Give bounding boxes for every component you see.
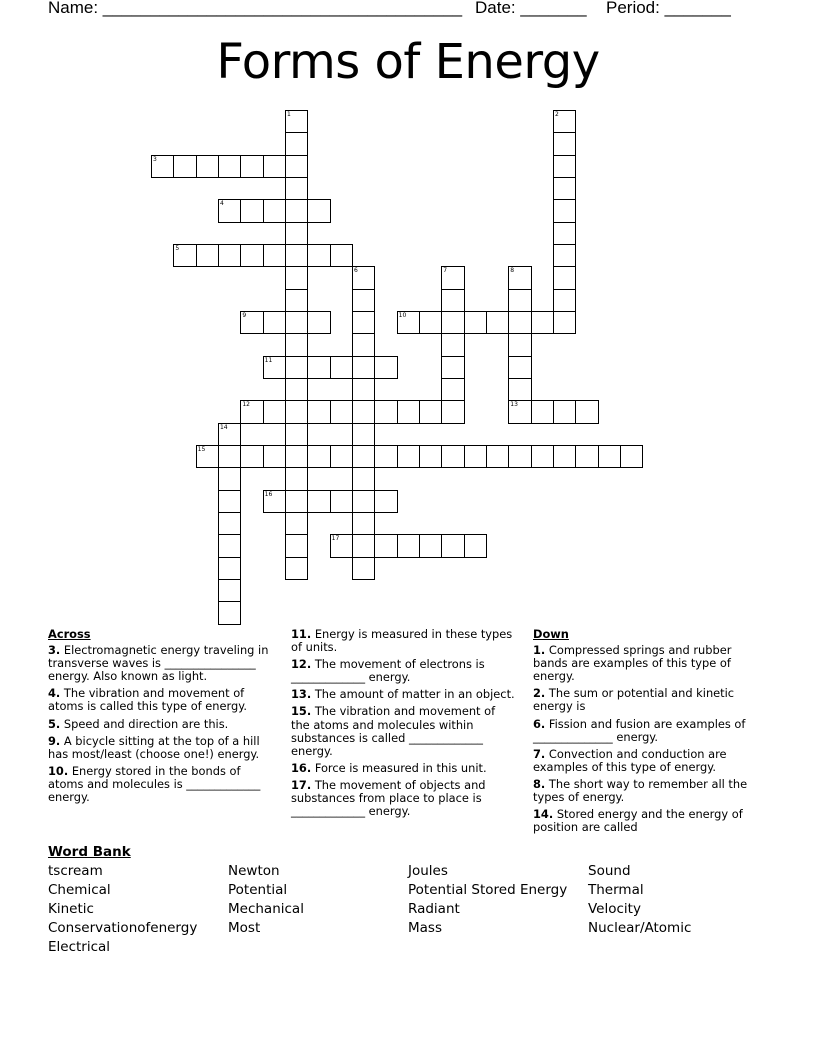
clue-down-1: 1. Compressed springs and rubber bands are examples of this type of energy. — [533, 643, 732, 684]
clue-across-12: 12. The movement of electrons is _____________ energy. — [291, 657, 485, 685]
crossword-cell[interactable] — [575, 445, 598, 468]
crossword-cell[interactable] — [285, 132, 308, 155]
crossword-cell[interactable] — [352, 512, 375, 535]
word-bank-item: Mechanical — [228, 901, 304, 917]
down-clues — [533, 628, 759, 838]
crossword-cell[interactable] — [553, 266, 576, 289]
crossword-cell[interactable] — [330, 244, 353, 267]
crossword-cell[interactable] — [352, 467, 375, 490]
crossword-cell[interactable] — [218, 155, 241, 178]
clue-number: 3 — [153, 155, 157, 163]
crossword-cell[interactable] — [553, 132, 576, 155]
clue-number: 7 — [443, 267, 448, 275]
crossword-cell[interactable] — [240, 155, 263, 178]
crossword-cell[interactable] — [285, 534, 308, 557]
word-bank-item: Nuclear/Atomic — [588, 920, 692, 936]
crossword-cell[interactable] — [441, 378, 464, 401]
crossword-cell[interactable] — [285, 423, 308, 446]
crossword-cell[interactable] — [240, 244, 263, 267]
crossword-cell[interactable] — [173, 244, 196, 267]
crossword-cell[interactable] — [330, 356, 353, 379]
crossword-cell[interactable] — [620, 445, 643, 468]
clue-number: 8 — [510, 267, 515, 275]
crossword-cell[interactable] — [352, 266, 375, 289]
clue-across-11: 11. Energy is measured in these types of units. — [291, 627, 513, 655]
crossword-cell[interactable] — [441, 534, 464, 557]
crossword-cell[interactable] — [464, 445, 487, 468]
clue-down-2: 2. The sum or potential and kinetic energy is — [533, 686, 735, 714]
crossword-cell[interactable] — [352, 400, 375, 423]
period-field[interactable]: Period: _______ — [606, 0, 731, 17]
across-heading: Across — [48, 627, 91, 641]
clue-down-7: 7. Convection and conduction are examples of this type of energy. — [533, 746, 727, 774]
clue-number: 2 — [554, 111, 559, 118]
word-bank-item: Sound — [588, 863, 631, 879]
crossword-cell[interactable] — [397, 445, 420, 468]
crossword-cell[interactable] — [263, 244, 286, 267]
crossword-cell[interactable] — [553, 311, 576, 334]
crossword-cell[interactable] — [441, 400, 464, 423]
crossword-cell[interactable] — [196, 155, 219, 178]
date-field[interactable]: Date: _______ — [475, 0, 587, 17]
crossword-cell[interactable] — [553, 155, 576, 178]
crossword-cell[interactable] — [531, 400, 554, 423]
clue-number: 4 — [219, 200, 224, 208]
clue-across-4: 4. The vibration and movement of atoms is called this type of energy. — [48, 686, 247, 714]
crossword-cell[interactable] — [285, 378, 308, 401]
crossword-cell[interactable] — [508, 356, 531, 379]
crossword-cell[interactable] — [441, 356, 464, 379]
crossword-cell[interactable] — [285, 244, 308, 267]
crossword-cell[interactable] — [508, 311, 531, 334]
crossword-cell[interactable] — [151, 155, 174, 178]
crossword-cell[interactable] — [508, 266, 531, 289]
crossword-cell[interactable] — [285, 311, 308, 334]
crossword-cell[interactable] — [374, 534, 397, 557]
crossword-cell[interactable] — [553, 289, 576, 312]
crossword-cell[interactable] — [285, 155, 308, 178]
clue-number: 10 — [398, 311, 407, 319]
word-bank-heading: Word Bank — [48, 844, 131, 860]
crossword-cell[interactable] — [218, 512, 241, 535]
crossword-cell[interactable] — [352, 557, 375, 580]
crossword-cell[interactable] — [553, 400, 576, 423]
crossword-cell[interactable] — [218, 467, 241, 490]
crossword-cell[interactable] — [240, 400, 263, 423]
crossword-cell[interactable] — [218, 579, 241, 602]
page-title: Forms of Energy — [216, 34, 600, 90]
clue-number: 1 — [286, 111, 291, 118]
clue-across-10: 10. Energy stored in the bonds of atoms and molecules is _____________ energy. — [48, 763, 261, 805]
word-bank-list — [48, 862, 768, 957]
crossword-cell[interactable] — [553, 445, 576, 468]
crossword-cell[interactable] — [508, 445, 531, 468]
crossword-cell[interactable] — [285, 222, 308, 245]
clue-across-3: 3. Electromagnetic energy traveling in transverse waves is ________________ energy. Also known as light. — [48, 643, 269, 684]
word-bank-item: Most — [228, 920, 261, 936]
clue-number: 14 — [219, 423, 228, 431]
crossword-cell[interactable] — [508, 400, 531, 423]
crossword-cell[interactable] — [419, 311, 442, 334]
crossword-cell[interactable] — [173, 155, 196, 178]
clue-down-14: 14. Stored energy and the energy of position are called — [533, 807, 743, 835]
word-bank-item: Mass — [408, 920, 442, 936]
crossword-cell[interactable] — [285, 557, 308, 580]
crossword-cell[interactable] — [330, 534, 353, 557]
crossword-cell[interactable] — [263, 445, 286, 468]
crossword-cell[interactable] — [374, 400, 397, 423]
crossword-cell[interactable] — [307, 445, 330, 468]
word-bank-item: Radiant — [408, 901, 460, 917]
crossword-cell[interactable] — [352, 356, 375, 379]
crossword-cell[interactable] — [553, 222, 576, 245]
crossword-cell[interactable] — [263, 356, 286, 379]
word-bank-item: Chemical — [48, 882, 111, 898]
clue-down-6: 6. Fission and fusion are examples of ______________ energy. — [533, 716, 746, 744]
crossword-cell[interactable] — [464, 311, 487, 334]
crossword-cell[interactable] — [553, 177, 576, 200]
word-bank-item: Thermal — [588, 882, 644, 898]
crossword-cell[interactable] — [307, 311, 330, 334]
crossword-cell[interactable] — [553, 199, 576, 222]
crossword-cell[interactable] — [196, 244, 219, 267]
crossword-cell[interactable] — [218, 423, 241, 446]
crossword-cell[interactable] — [441, 445, 464, 468]
crossword-cell[interactable] — [218, 199, 241, 222]
word-bank-item: Electrical — [48, 939, 111, 955]
crossword-cell[interactable] — [307, 400, 330, 423]
crossword-cell[interactable] — [285, 289, 308, 312]
crossword-cell[interactable] — [307, 490, 330, 513]
clue-number: 16 — [264, 490, 273, 498]
crossword-cell[interactable] — [486, 311, 509, 334]
crossword-cell[interactable] — [263, 155, 286, 178]
crossword-cell[interactable] — [307, 244, 330, 267]
crossword-cell[interactable] — [285, 356, 308, 379]
crossword-cell[interactable] — [441, 289, 464, 312]
clue-down-8: 8. The short way to remember all the types of energy. — [533, 776, 748, 805]
crossword-cell[interactable] — [218, 601, 241, 624]
clue-across-9: 9. A bicycle sitting at the top of a hill has most/least (choose one!) energy. — [48, 733, 260, 761]
clue-across-16: 16. Force is measured in this unit. — [291, 760, 487, 775]
crossword-cell[interactable] — [330, 400, 353, 423]
crossword-cell[interactable] — [531, 445, 554, 468]
crossword-cell[interactable] — [575, 400, 598, 423]
crossword-cell[interactable] — [285, 177, 308, 200]
clue-number: 9 — [242, 311, 247, 319]
crossword-cell[interactable] — [285, 512, 308, 535]
crossword-cell[interactable] — [240, 311, 263, 334]
word-bank-item: Conservationofenergy — [48, 920, 198, 936]
crossword-cell[interactable] — [553, 110, 576, 133]
crossword-cell[interactable] — [218, 534, 241, 557]
crossword-cell[interactable] — [285, 333, 308, 356]
crossword-cell[interactable] — [508, 289, 531, 312]
crossword-cell[interactable] — [218, 445, 241, 468]
crossword-cell[interactable] — [330, 445, 353, 468]
crossword-cell[interactable] — [263, 199, 286, 222]
crossword-cell[interactable] — [218, 244, 241, 267]
word-bank-item: Kinetic — [48, 901, 94, 917]
word-bank-item: Velocity — [588, 901, 641, 917]
crossword-cell[interactable] — [397, 400, 420, 423]
crossword-cell[interactable] — [352, 289, 375, 312]
crossword-cell[interactable] — [240, 445, 263, 468]
crossword-cell[interactable] — [352, 490, 375, 513]
crossword-cell[interactable] — [285, 400, 308, 423]
crossword-cell[interactable] — [285, 445, 308, 468]
crossword-cell[interactable] — [441, 266, 464, 289]
word-bank-item: Newton — [228, 863, 280, 879]
clue-number: 11 — [264, 356, 273, 364]
crossword-cell[interactable] — [285, 467, 308, 490]
crossword-cell[interactable] — [196, 445, 219, 468]
clue-across-15: 15. The vibration and movement of the atoms and molecules within substances is called _____________ energy. — [291, 704, 496, 758]
clue-number: 12 — [242, 401, 250, 409]
name-field[interactable]: Name: ______________________________________ — [48, 0, 463, 17]
clue-number: 17 — [331, 535, 340, 543]
crossword-cell[interactable] — [531, 311, 554, 334]
crossword-cell[interactable] — [464, 534, 487, 557]
crossword-cell[interactable] — [374, 356, 397, 379]
crossword-cell[interactable] — [285, 199, 308, 222]
clue-across-5: 5. Speed and direction are this. — [48, 716, 229, 731]
crossword-cell[interactable] — [352, 423, 375, 446]
crossword-cell[interactable] — [419, 445, 442, 468]
crossword-cell[interactable] — [374, 490, 397, 513]
crossword-cell[interactable] — [508, 378, 531, 401]
crossword-cell[interactable] — [352, 333, 375, 356]
crossword-cell[interactable] — [508, 333, 531, 356]
across-clues-col1 — [48, 628, 276, 808]
word-bank-item: tscream — [48, 863, 103, 879]
crossword-cell[interactable] — [352, 534, 375, 557]
crossword-cell[interactable] — [352, 378, 375, 401]
down-heading: Down — [533, 627, 569, 641]
crossword-cell[interactable] — [441, 333, 464, 356]
across-clues-col2 — [291, 628, 517, 822]
word-bank-item: Joules — [408, 863, 448, 879]
crossword-cell[interactable] — [352, 311, 375, 334]
crossword-cell[interactable] — [419, 400, 442, 423]
crossword-cell[interactable] — [352, 445, 375, 468]
crossword-cell[interactable] — [598, 445, 621, 468]
clue-number: 15 — [197, 445, 206, 453]
word-bank — [48, 844, 768, 957]
crossword-cell[interactable] — [397, 311, 420, 334]
crossword-cell[interactable] — [218, 557, 241, 580]
clue-across-17: 17. The movement of objects and substances from place to place is _____________ energy. — [291, 777, 486, 819]
crossword-cell[interactable] — [285, 110, 308, 133]
crossword-cell[interactable] — [330, 490, 353, 513]
clue-number: 5 — [175, 244, 180, 252]
clue-number: 13 — [510, 401, 518, 409]
crossword-cell[interactable] — [263, 490, 286, 513]
crossword-cell[interactable] — [307, 199, 330, 222]
crossword-cell[interactable] — [397, 534, 420, 557]
crossword-cell[interactable] — [486, 445, 509, 468]
word-bank-item: Potential Stored Energy — [408, 882, 568, 898]
crossword-cell[interactable] — [240, 199, 263, 222]
crossword-cell[interactable] — [441, 311, 464, 334]
crossword-cell[interactable] — [285, 490, 308, 513]
crossword-cell[interactable] — [285, 266, 308, 289]
crossword-cell[interactable] — [218, 490, 241, 513]
clue-number: 6 — [353, 267, 358, 275]
crossword-cell[interactable] — [263, 400, 286, 423]
crossword-cell[interactable] — [419, 534, 442, 557]
crossword-cell[interactable] — [263, 311, 286, 334]
clue-across-13: 13. The amount of matter in an object. — [291, 687, 515, 702]
word-bank-item: Potential — [228, 882, 288, 898]
crossword-cell[interactable] — [374, 445, 397, 468]
crossword-cell[interactable] — [307, 356, 330, 379]
crossword-cell[interactable] — [553, 244, 576, 267]
